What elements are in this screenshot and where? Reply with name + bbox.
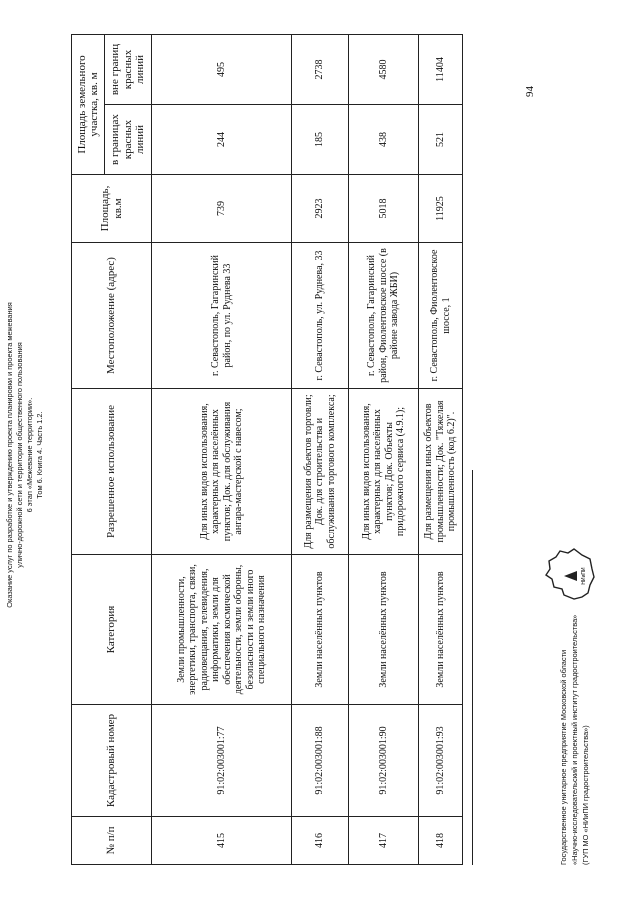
cell-outside: 495: [152, 34, 292, 104]
cell-permitted-use: Для иных видов использования, характерных для населённых пунктов; Док. для обслуживания ангара-мастерской с навесом;: [152, 389, 292, 555]
cell-category: Земли населённых пунктов: [292, 555, 349, 705]
footer-line-1: Государственное унитарное предприятие Московской области: [559, 649, 568, 865]
logo-text: НИиПИ: [581, 567, 587, 585]
col-header-category: Категория: [72, 555, 152, 705]
cell-inside: 244: [152, 105, 292, 175]
cell-inside: 521: [419, 105, 463, 175]
cell-cadastral: 91:02:003001:90: [349, 705, 419, 817]
building-icon: [564, 571, 577, 581]
page-number: 94: [524, 86, 536, 97]
cell-category: Земли населённых пунктов: [419, 555, 463, 705]
cell-location: г. Севастополь, ул. Руднева, 33: [292, 243, 349, 389]
header-line-2: улично-дорожной сети и территории общественного пользования: [15, 342, 24, 568]
cell-permitted-use: Для размещения иных объектов промышленности; Док. "Тяжелая промышленность (код 6.2)".: [419, 389, 463, 555]
cell-category: Земли населённых пунктов: [349, 555, 419, 705]
header-line-1: Оказание услуг по разработке и утверждению проекта планировки и проекта межевания: [5, 302, 14, 608]
col-header-outside: вне границ красных линий: [105, 34, 152, 104]
cell-location: г. Севастополь, Гагаринский район, по ул. Руднева 33: [152, 243, 292, 389]
footer-line-2: «Научно-исследовательский и проектный институт градостроительства»: [570, 614, 579, 865]
cell-num: 417: [349, 817, 419, 865]
table-row: [419, 34, 463, 864]
cell-cadastral: 91:02:003001:93: [419, 705, 463, 817]
cell-area: 11925: [419, 175, 463, 243]
col-header-land-area: Площадь земельного участка, кв. м: [72, 34, 105, 174]
cell-inside: 185: [292, 105, 349, 175]
cell-area: 739: [152, 175, 292, 243]
cell-location: г. Севастополь, Фиолентовское шоссе, 1: [419, 243, 463, 389]
cell-location: г. Севастополь, Гагаринский район, Фиолентовское шоссе (в районе завода ЖБИ): [349, 243, 419, 389]
footer-line-3: (ГУП МО «НИиПИ градостроительства»): [581, 725, 590, 865]
cell-outside: 4580: [349, 34, 419, 104]
cell-num: 416: [292, 817, 349, 865]
cell-outside: 2738: [292, 34, 349, 104]
cell-area: 5018: [349, 175, 419, 243]
header-line-4: Том 6. Книга 4. Часть 1.2.: [35, 411, 44, 499]
table-header-row: [72, 34, 105, 864]
cell-category: Земли промышленности, энергетики, транспорта, связи, радиовещания, телевидения, информатики, земли для обеспечения космической деятельности, земли обороны, безопасности и земли иного специального назначения: [152, 555, 292, 705]
table-row: [152, 34, 292, 864]
cell-permitted-use: Для иных видов использования, характерных для населённых пунктов; Док. Объекты придорожного сервиса (4.9.1);: [349, 389, 419, 555]
table-row: [292, 34, 349, 864]
col-header-location: Местоположение (адрес): [72, 243, 152, 389]
institute-logo: [544, 547, 596, 605]
cell-area: 2923: [292, 175, 349, 243]
col-header-cadastral: Кадастровый номер: [72, 705, 152, 817]
cell-num: 418: [419, 817, 463, 865]
header-line-3: 6 этап «Межевание территории».: [25, 397, 34, 513]
col-header-area: Площадь, кв.м: [72, 175, 152, 243]
land-plots-table: [71, 34, 463, 865]
footer-divider: [472, 470, 473, 865]
col-header-permitted-use: Разрешенное использование: [72, 389, 152, 555]
col-header-inside: в границах красных линий: [105, 105, 152, 175]
table-row: [349, 34, 419, 864]
cell-outside: 11404: [419, 34, 463, 104]
cell-cadastral: 91:02:003001:88: [292, 705, 349, 817]
cell-inside: 438: [349, 105, 419, 175]
col-header-num: № п/п: [72, 817, 152, 865]
cell-permitted-use: Для размещения объектов торговли; Док. для строительства и обслуживания торгового комплекса;: [292, 389, 349, 555]
cell-cadastral: 91:02:003001:77: [152, 705, 292, 817]
document-header: [5, 205, 45, 705]
cell-num: 415: [152, 817, 292, 865]
